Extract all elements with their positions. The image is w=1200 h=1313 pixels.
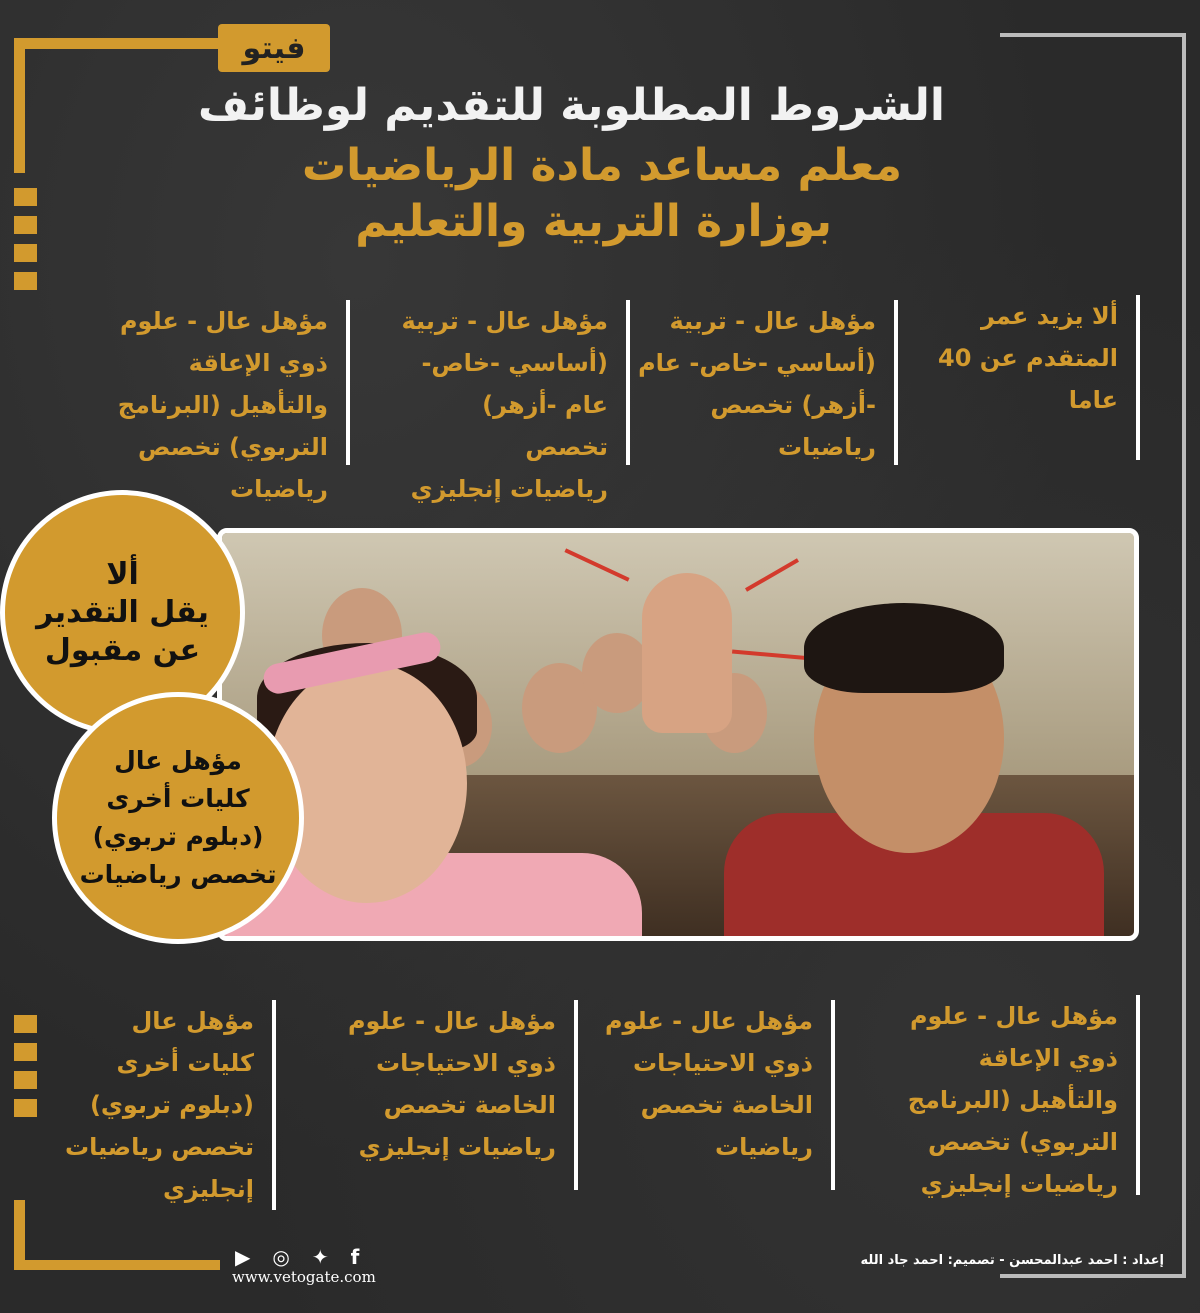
frame-right-line xyxy=(1182,33,1186,1278)
facebook-icon[interactable]: f xyxy=(350,1245,360,1269)
frame-top-bar xyxy=(14,38,220,49)
headline-line-2: معلم مساعد مادة الرياضيات xyxy=(301,140,902,191)
classroom-photo xyxy=(217,528,1139,941)
decor-bars-top xyxy=(14,188,37,300)
condition-disability-sciences: مؤهل عال - علوم ذوي الإعاقة والتأهيل (البرنامج التربوي) تخصص رياضيات xyxy=(110,300,350,465)
circle-other-colleges: مؤهل عال كليات أخرى (دبلوم تربوي) تخصص رياضيات xyxy=(52,692,304,944)
condition-special-needs-english: مؤهل عال - علوم ذوي الاحتياجات الخاصة تخصص رياضيات إنجليزي xyxy=(308,1000,578,1190)
headline-line-1: الشروط المطلوبة للتقديم لوظائف xyxy=(197,80,945,131)
condition-special-needs: مؤهل عال - علوم ذوي الاحتياجات الخاصة تخصص رياضيات xyxy=(580,1000,835,1190)
youtube-icon[interactable]: ▶ xyxy=(235,1245,251,1269)
decor-bars-bottom xyxy=(14,1015,37,1127)
frame-right-top-line xyxy=(1000,33,1186,37)
headline-line-3: بوزارة التربية والتعليم xyxy=(355,196,832,247)
condition-age: ألا يزيد عمر المتقدم عن 40 عاما xyxy=(935,295,1140,460)
instagram-icon[interactable]: ◎ xyxy=(272,1245,290,1269)
circle-grade-condition: ألا يقل التقدير عن مقبول xyxy=(0,490,245,735)
condition-other-colleges-english: مؤهل عال كليات أخرى (دبلوم تربوي) تخصص رياضيات إنجليزي xyxy=(46,1000,276,1210)
frame-bottom-bar xyxy=(14,1260,220,1270)
twitter-icon[interactable]: ✦ xyxy=(311,1245,329,1269)
brand-logo: فيتو xyxy=(218,24,330,72)
condition-education-degree: مؤهل عال - تربية (أساسي -خاص- عام -أزهر) تخصص رياضيات xyxy=(628,300,898,465)
frame-left-bar xyxy=(14,38,25,173)
credits-text: إعداد : احمد عبدالمحسن - تصميم: احمد جاد الله xyxy=(860,1253,1164,1268)
website-link[interactable]: www.vetogate.com xyxy=(232,1268,376,1286)
social-icons xyxy=(235,1245,359,1269)
condition-disability-english: مؤهل عال - علوم ذوي الإعاقة والتأهيل (البرنامج التربوي) تخصص رياضيات إنجليزي xyxy=(870,995,1140,1195)
condition-education-english: مؤهل عال - تربية (أساسي -خاص- عام -أزهر) تخصص رياضيات إنجليزي xyxy=(395,300,630,465)
frame-right-bottom-line xyxy=(1000,1274,1186,1278)
